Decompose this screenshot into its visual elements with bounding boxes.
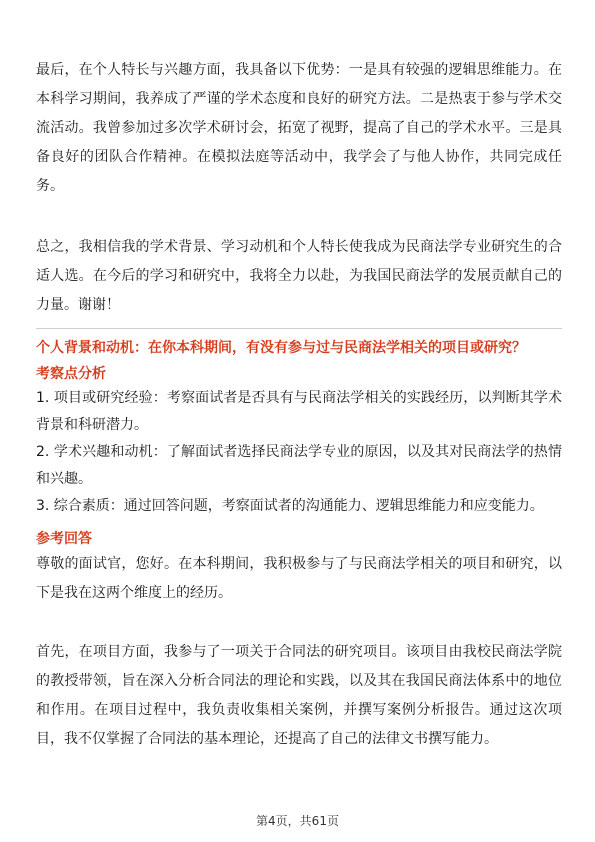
analysis-point-3: 3. 综合素质：通过回答问题，考察面试者的沟通能力、逻辑思维能力和应变能力。 (36, 498, 544, 514)
analysis-point-2: 2. 学术兴趣和动机：了解面试者选择民商法学专业的原因，以及其对民商法学的热情和兴趣。 (36, 444, 562, 487)
section-divider (36, 328, 562, 329)
page-number: 第4页，共61页 (256, 814, 339, 828)
answer-paragraph-2: 首先，在项目方面，我参与了一项关于合同法的研究项目。该项目由我校民商法学院的教授带领，旨在深入分析合同法的理论和实践，以及其在我国民商法体系中的地位和作用。在项目过程中，我负责收集相关案例，并撰写案例分析报告。通过这次项目，我不仅掌握了合同法的基本理论，还提高了自己的法律文书撰写能力。 (36, 644, 562, 747)
analysis-heading: 考察点分析 (36, 366, 106, 382)
answer-paragraph-1: 尊敬的面试官，您好。在本科期间，我积极参与了与民商法学相关的项目和研究，以下是我在这两个维度上的经历。 (36, 556, 562, 601)
question-title: 个人背景和动机：在你本科期间，有没有参与过与民商法学相关的项目或研究？ (36, 340, 526, 356)
analysis-points (36, 385, 562, 520)
intro-paragraph-1: 最后，在个人特长与兴趣方面，我具备以下优势：一是具有较强的逻辑思维能力。在本科学习期间，我养成了严谨的学术态度和良好的研究方法。二是热衷于参与学术交流活动。我曾参加过多次学术研讨会，拓宽了视野，提高了自己的学术水平。三是具备良好的团队合作精神。在模拟法庭等活动中，我学会了与他人协作，共同完成任务。 (36, 62, 562, 194)
intro-paragraph-2: 总之，我相信我的学术背景、学习动机和个人特长使我成为民商法学专业研究生的合适人选。在今后的学习和研究中，我将全力以赴，为我国民商法学的发展贡献自己的力量。谢谢！ (36, 239, 562, 313)
analysis-point-1: 1. 项目或研究经验：考察面试者是否具有与民商法学相关的实践经历，以判断其学术背景和科研潜力。 (36, 390, 562, 433)
document-page (36, 56, 562, 754)
answer-heading: 参考回答 (36, 531, 92, 547)
spacer (36, 201, 562, 233)
spacer (36, 608, 562, 638)
